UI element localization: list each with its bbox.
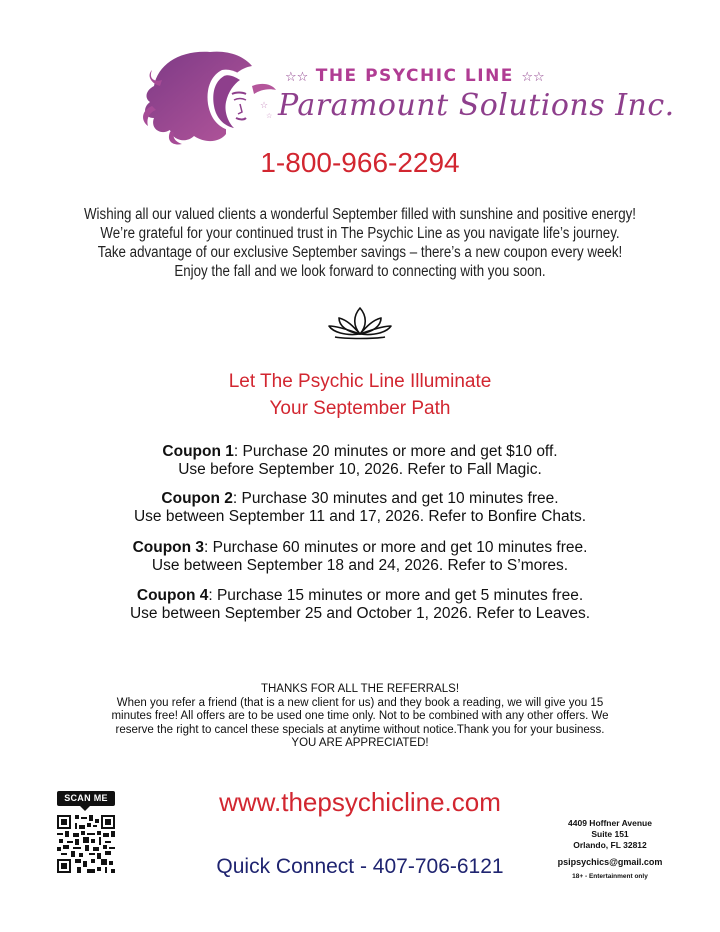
address-city: Orlando, FL 32812 bbox=[573, 840, 647, 850]
intro-message bbox=[50, 205, 669, 281]
referral-line: reserve the right to cancel these specials at anytime without notice.Thank you for your business. bbox=[115, 723, 605, 736]
svg-text:☆: ☆ bbox=[260, 101, 269, 111]
referral-title: THANKS FOR ALL THE REFERRALS! bbox=[260, 683, 460, 695]
coupon-offer: : Purchase 15 minutes or more and get 5 minutes free. bbox=[208, 587, 584, 604]
coupon-3 bbox=[0, 539, 720, 575]
address-street: 4409 Hoffner Avenue bbox=[568, 818, 652, 828]
brand-script-name: Paramount Solutions Inc. bbox=[278, 88, 675, 123]
referral-notice bbox=[0, 683, 720, 751]
brand-name bbox=[285, 66, 585, 86]
coupon-label: Coupon 3 bbox=[132, 539, 205, 556]
star-icon: ☆☆ bbox=[521, 70, 545, 85]
lotus-icon bbox=[325, 304, 395, 340]
quick-connect-phone[interactable]: Quick Connect - 407-706-6121 bbox=[216, 855, 504, 878]
headline bbox=[0, 368, 720, 422]
svg-text:☆: ☆ bbox=[266, 112, 273, 120]
referral-line: minutes free! All offers are to be used one time only. Not to be combined with any other offers. We bbox=[111, 710, 609, 722]
headline-line-1: Let The Psychic Line Illuminate bbox=[228, 371, 492, 392]
referral-closing: YOU ARE APPRECIATED! bbox=[291, 737, 429, 749]
coupon-label: Coupon 4 bbox=[136, 587, 209, 604]
scan-me-badge: SCAN ME bbox=[57, 791, 115, 806]
coupon-4 bbox=[0, 587, 720, 623]
coupon-offer: : Purchase 20 minutes or more and get $10 off. bbox=[233, 443, 558, 460]
headline-line-2: Your September Path bbox=[269, 398, 451, 419]
coupon-details: Use between September 18 and 24, 2026. Refer to S’mores. bbox=[151, 557, 569, 574]
contact-email[interactable]: psipsychics@gmail.com bbox=[557, 857, 663, 867]
coupon-details: Use between September 25 and October 1, 2026. Refer to Leaves. bbox=[129, 605, 591, 622]
star-icon: ☆☆ bbox=[285, 70, 309, 85]
coupon-1 bbox=[0, 443, 720, 479]
referral-line: When you refer a friend (that is a new client for us) and they book a reading, we will give you 15 bbox=[116, 696, 604, 709]
mailing-address bbox=[545, 818, 675, 882]
coupon-2 bbox=[0, 490, 720, 526]
intro-line: We’re grateful for your continued trust in The Psychic Line as you navigate life’s journey. bbox=[100, 225, 620, 242]
phone-number[interactable]: 1-800-966-2294 bbox=[260, 147, 460, 178]
psychic-line-logo bbox=[140, 46, 280, 148]
coupon-details: Use before September 10, 2026. Refer to Fall Magic. bbox=[178, 461, 542, 478]
website-link[interactable]: www.thepsychicline.com bbox=[219, 787, 501, 817]
coupon-offer: : Purchase 30 minutes and get 10 minutes free. bbox=[232, 490, 559, 507]
address-suite: Suite 151 bbox=[591, 829, 629, 839]
intro-line: Take advantage of our exclusive September savings – there’s a new coupon every week! bbox=[97, 244, 623, 261]
coupon-offer: : Purchase 60 minutes or more and get 10 minutes free. bbox=[204, 539, 588, 556]
intro-line: Enjoy the fall and we look forward to connecting with you soon. bbox=[174, 263, 546, 280]
age-disclaimer: 18+ - Entertainment only bbox=[572, 873, 648, 880]
intro-line: Wishing all our valued clients a wonderful September filled with sunshine and positive energy! bbox=[83, 206, 637, 223]
brand-title: THE PSYCHIC LINE bbox=[315, 66, 514, 86]
coupon-label: Coupon 1 bbox=[162, 443, 234, 460]
coupon-details: Use between September 11 and 17, 2026. Refer to Bonfire Chats. bbox=[133, 508, 587, 525]
coupon-label: Coupon 2 bbox=[161, 490, 233, 507]
